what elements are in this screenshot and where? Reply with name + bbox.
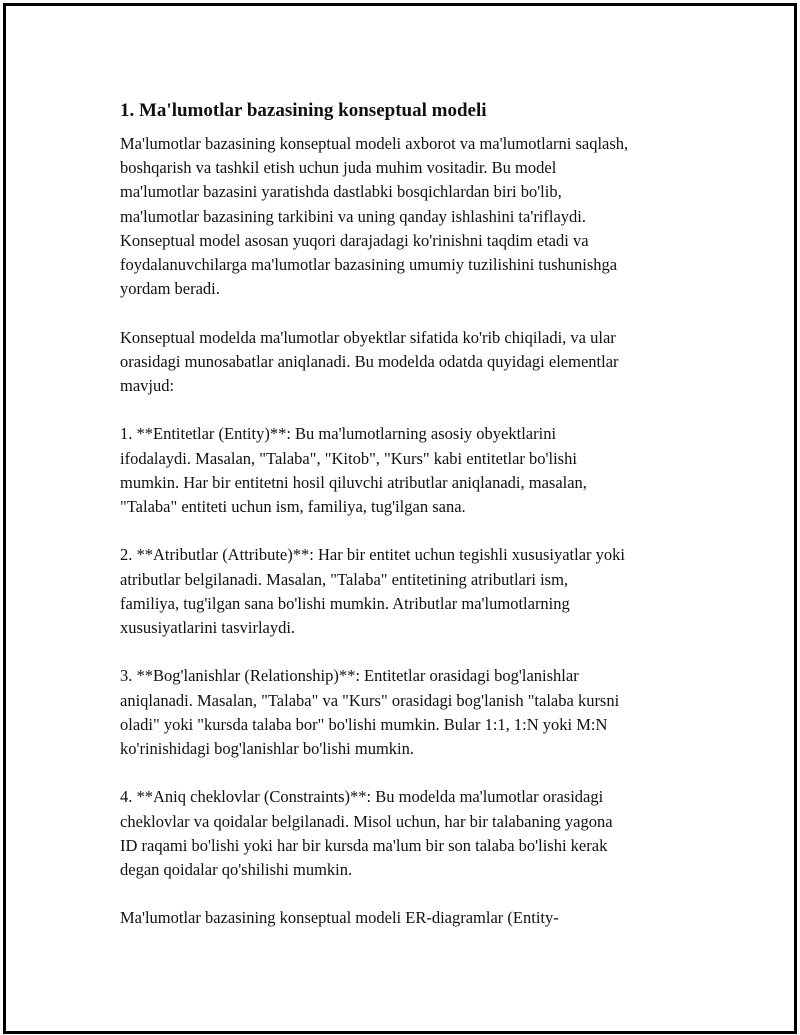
text-line: orasidagi munosabatlar aniqlanadi. Bu modelda odatda quyidagi elementlar bbox=[120, 351, 619, 371]
text-line: ma'lumotlar bazasini yaratishda dastlabki bosqichlardan biri bo'lib, bbox=[120, 182, 562, 202]
page-frame bbox=[3, 3, 797, 1034]
text-line: ID raqami bo'lishi yoki har bir kursda ma'lum bir son talaba bo'lishi kerak bbox=[120, 835, 608, 855]
text-line: atributlar belgilanadi. Masalan, "Talaba" entitetining atributlari ism, bbox=[120, 569, 569, 589]
paragraph-elements-intro bbox=[120, 326, 700, 399]
text-line: Ma'lumotlar bazasining konseptual modeli ER-diagramlar (Entity- bbox=[120, 908, 559, 928]
text-line: Konseptual modelda ma'lumotlar obyektlar sifatida ko'rib chiqiladi, va ular bbox=[120, 327, 616, 347]
text-line: oladi" yoki "kursda talaba bor" bo'lishi mumkin. Bular 1:1, 1:N yoki M:N bbox=[120, 714, 608, 734]
list-item-attributes bbox=[120, 543, 700, 640]
text-line: ma'lumotlar bazasining tarkibini va uning qanday ishlashini ta'riflaydi. bbox=[120, 206, 587, 226]
list-item-relationships bbox=[120, 664, 700, 761]
text-line: mumkin. Har bir entitetni hosil qiluvchi atributlar aniqlanadi, masalan, bbox=[120, 472, 587, 492]
text-line: boshqarish va tashkil etish uchun juda muhim vositadir. Bu model bbox=[120, 158, 557, 178]
text-line: 3. **Bog'lanishlar (Relationship)**: Entitetlar orasidagi bog'lanishlar bbox=[120, 666, 579, 686]
text-line: "Talaba" entiteti uchun ism, familiya, tug'ilgan sana. bbox=[120, 497, 466, 517]
section-heading: 1. Ma'lumotlar bazasining konseptual modeli bbox=[120, 100, 487, 121]
text-line: Konseptual model asosan yuqori darajadagi ko'rinishni taqdim etadi va bbox=[120, 230, 589, 250]
paragraph-intro bbox=[120, 132, 700, 301]
text-line: degan qoidalar qo'shilishi mumkin. bbox=[120, 860, 353, 880]
text-line: cheklovlar va qoidalar belgilanadi. Misol uchun, har bir talabaning yagona bbox=[120, 811, 613, 831]
list-item-constraints bbox=[120, 785, 700, 882]
text-line: yordam beradi. bbox=[120, 279, 220, 299]
text-line: foydalanuvchilarga ma'lumotlar bazasining umumiy tuzilishini tushunishga bbox=[120, 255, 618, 275]
text-line: 4. **Aniq cheklovlar (Constraints)**: Bu modelda ma'lumotlar orasidagi bbox=[120, 787, 604, 807]
text-line: ifodalaydi. Masalan, "Talaba", "Kitob", "Kurs" kabi entitetlar bo'lishi bbox=[120, 448, 577, 468]
text-line: aniqlanadi. Masalan, "Talaba" va "Kurs" orasidagi bog'lanish "talaba kursni bbox=[120, 690, 620, 710]
text-line: 2. **Atributlar (Attribute)**: Har bir entitet uchun tegishli xususiyatlar yoki bbox=[120, 545, 625, 565]
text-line: xususiyatlarini tasvirlaydi. bbox=[120, 618, 296, 638]
paragraph-er-diagrams bbox=[120, 906, 700, 930]
text-line: familiya, tug'ilgan sana bo'lishi mumkin. Atributlar ma'lumotlarning bbox=[120, 593, 570, 613]
list-item-entities bbox=[120, 422, 700, 519]
document-body bbox=[120, 98, 700, 955]
text-line: mavjud: bbox=[120, 376, 175, 396]
text-line: 1. **Entitetlar (Entity)**: Bu ma'lumotlarning asosiy obyektlarini bbox=[120, 424, 557, 444]
text-line: ko'rinishidagi bog'lanishlar bo'lishi mumkin. bbox=[120, 739, 414, 759]
text-line: Ma'lumotlar bazasining konseptual modeli axborot va ma'lumotlarni saqlash, bbox=[120, 134, 629, 153]
